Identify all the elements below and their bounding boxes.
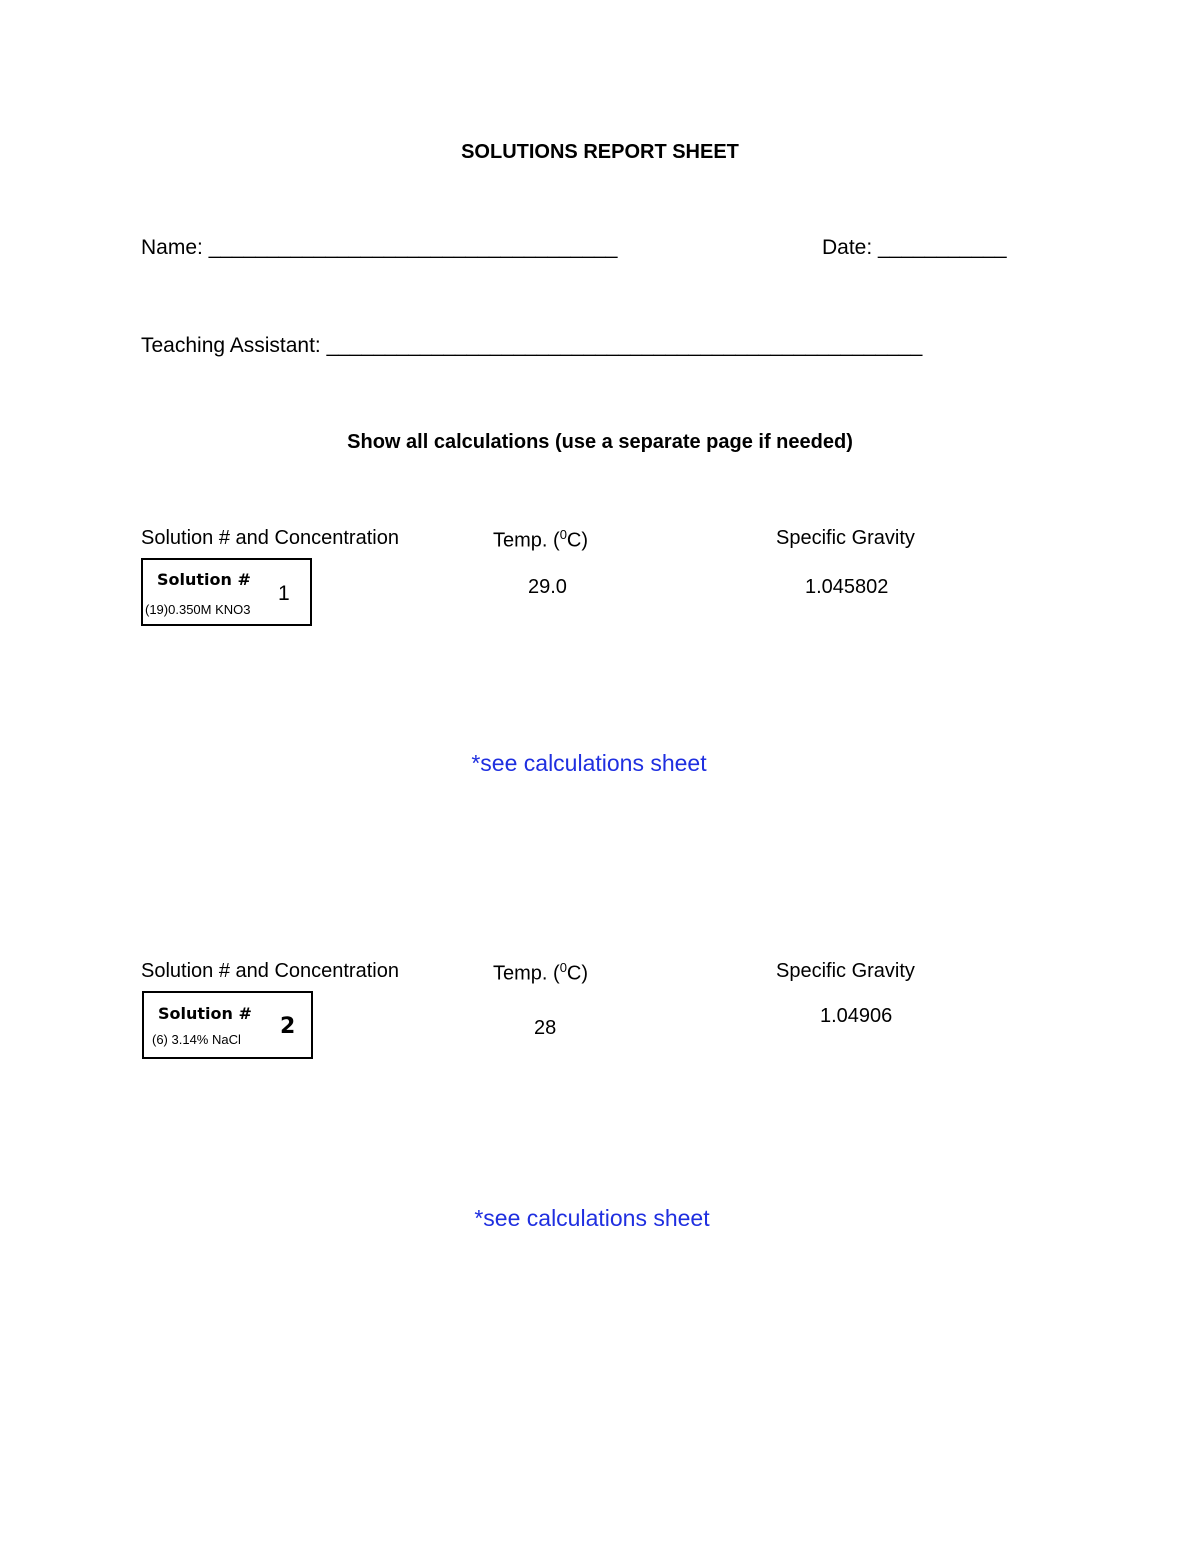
solution-number: 1 xyxy=(278,582,290,605)
solution-box-1 xyxy=(141,558,312,626)
temp-header xyxy=(493,960,588,986)
temp-header-prefix: Temp. ( xyxy=(493,962,560,985)
name-blank: ___________________________________ xyxy=(208,236,618,259)
name-field xyxy=(141,236,617,260)
solution-header: Solution # and Concentration xyxy=(141,527,399,549)
temperature-value: 28 xyxy=(534,1017,557,1039)
temp-header-degree: 0 xyxy=(559,960,567,975)
date-label: Date: xyxy=(822,236,873,259)
ta-blank: ___________________________________________________ xyxy=(326,334,923,357)
ta-field xyxy=(141,334,922,358)
solution-concentration: (19)0.350M KNO3 xyxy=(145,602,251,617)
solution-box-2 xyxy=(142,991,313,1059)
ta-label: Teaching Assistant: xyxy=(141,334,321,357)
name-label: Name: xyxy=(141,236,203,259)
solution-header: Solution # and Concentration xyxy=(141,960,399,982)
temp-header-prefix: Temp. ( xyxy=(493,529,560,552)
specific-gravity-value: 1.04906 xyxy=(820,1005,893,1027)
calculations-note: *see calculations sheet xyxy=(471,750,707,776)
solution-box-label: Solution # xyxy=(157,570,251,589)
date-field xyxy=(822,236,1007,260)
solution-concentration: (6) 3.14% NaCl xyxy=(152,1032,241,1047)
date-blank: ___________ xyxy=(878,236,1007,259)
gravity-header: Specific Gravity xyxy=(776,527,915,549)
solution-number: 2 xyxy=(280,1014,296,1039)
solution-box-label: Solution # xyxy=(158,1004,252,1023)
gravity-header: Specific Gravity xyxy=(776,960,915,982)
temp-header-suffix: C) xyxy=(566,962,589,985)
instruction-text: Show all calculations (use a separate page if needed) xyxy=(347,431,853,453)
specific-gravity-value: 1.045802 xyxy=(805,576,889,598)
temp-header-degree: 0 xyxy=(559,527,567,542)
page-title: SOLUTIONS REPORT SHEET xyxy=(461,141,739,163)
temp-header-suffix: C) xyxy=(566,529,589,552)
calculations-note: *see calculations sheet xyxy=(474,1205,710,1231)
temp-header xyxy=(493,527,588,553)
temperature-value: 29.0 xyxy=(528,576,567,598)
